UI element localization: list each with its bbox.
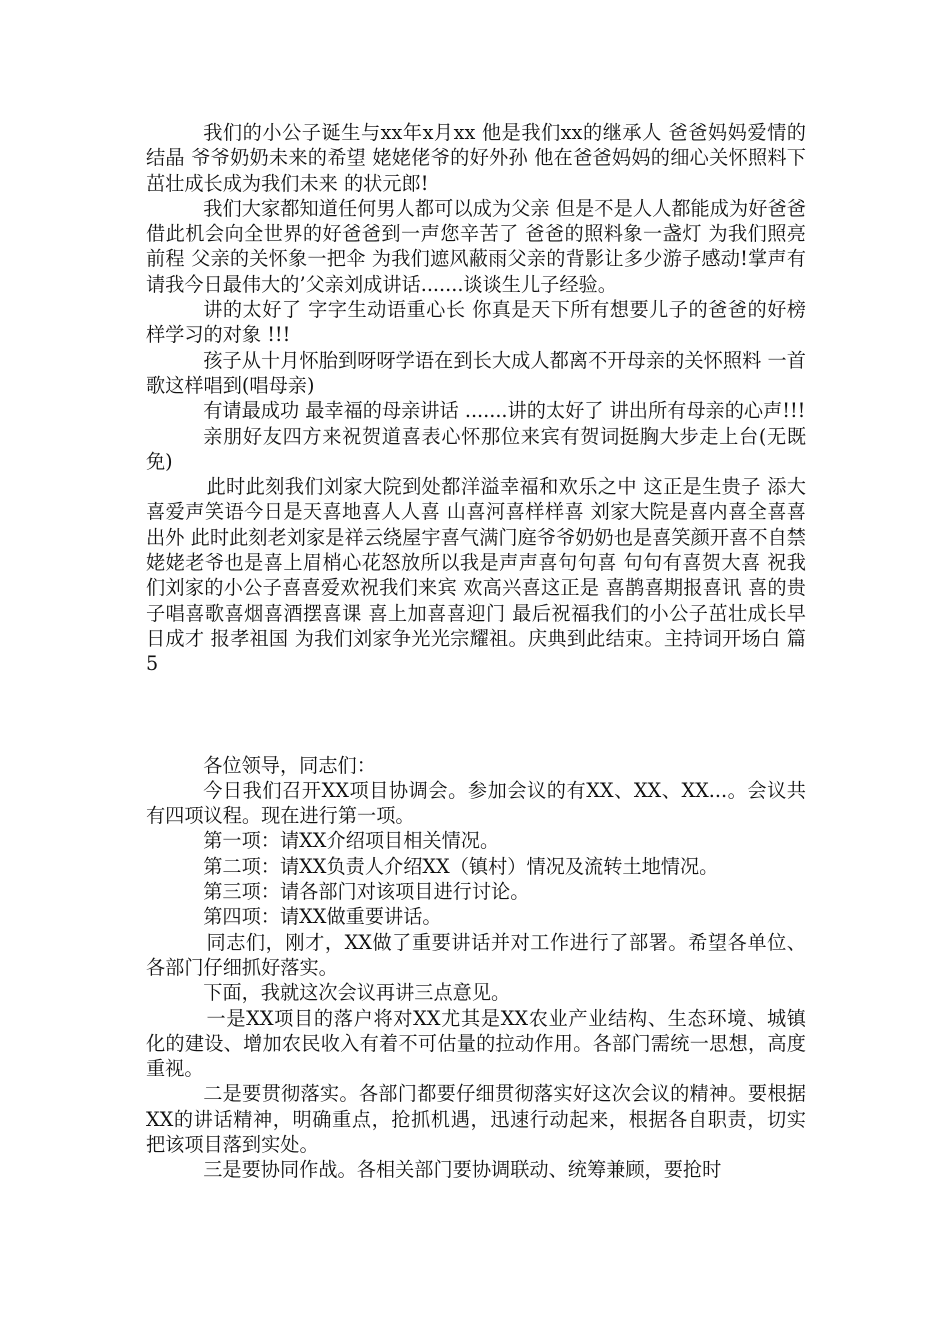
agenda-item: 第三项：请各部门对该项目进行讨论。 (203, 880, 530, 904)
meeting-speech-section (146, 753, 806, 1183)
paragraph: 今日我们召开XX项目协调会。参加会议的有XX、XX、XX...。会议共有四项议程。现在进行第一项。 (146, 778, 806, 828)
paragraph: 孩子从十月怀胎到呀呀学语在到长大成人都离不开母亲的关怀照料 一首歌这样唱到(唱母亲) (146, 348, 806, 397)
paragraph: 二是要贯彻落实。各部门都要仔细贯彻落实好这次会议的精神。要根据XX的讲话精神，明确重点，抢抓机遇，迅速行动起来，根据各自职责，切实把该项目落到实处。 (146, 1082, 806, 1156)
paragraph: 我们大家都知道任何男人都可以成为父亲 但是不是人人都能成为好爸爸 借此机会向全世界的好爸爸到一声您辛苦了 爸爸的照料象一盏灯 为我们照亮前程 父亲的关怀象一把伞 为我们遮风蔽雨父亲的背影让多少游子感动!掌声有请我今日最伟大的’父亲刘成讲话.......谈谈生儿子经验。 (146, 196, 806, 296)
paragraph: 有请最成功 最幸福的母亲讲话 .......讲的太好了 讲出所有母亲的心声!!! (203, 399, 806, 423)
salutation: 各位领导，同志们： (203, 753, 376, 777)
paragraph: 此时此刻我们刘家大院到处都洋溢幸福和欢乐之中 这正是生贵子 添大喜爱声笑语今日是天喜地喜人人喜 山喜河喜样样喜 刘家大院是喜内喜全喜喜出外 此时此刻老刘家是祥云绕屋宇喜气满门庭爷爷奶奶也是喜笑颜开喜不自禁 姥姥老爷也是喜上眉梢心花怒放所以我是声声喜句句喜 句句有喜贺大喜 祝我们刘家的小公子喜喜爱欢祝我们来宾 欢高兴喜这正是 喜鹊喜期报喜讯 喜的贵子唱喜歌喜烟喜酒摆喜课 喜上加喜喜迎门 最后祝福我们的小公子茁壮成长早日成才 报孝祖国 为我们刘家争光光宗耀祖。庆典到此结束。主持词开场白 篇5 (146, 475, 806, 676)
paragraph: 三是要协同作战。各相关部门要协调联动、统筹兼顾，要抢时 (203, 1158, 722, 1182)
paragraph: 一是XX项目的落户将对XX尤其是XX农业产业结构、生态环境、城镇化的建设、增加农民收入有着不可估量的拉动作用。各部门需统一思想，高度重视。 (146, 1006, 806, 1081)
paragraph: 我们的小公子诞生与xx年x月xx 他是我们xx的继承人 爸爸妈妈爱情的结晶 爷爷奶奶未来的希望 姥姥佬爷的好外孙 他在爸爸妈妈的细心关怀照料下茁壮成长成为我们未来 的状元郎! (146, 121, 806, 195)
section-gap (146, 677, 806, 753)
paragraph: 同志们，刚才，XX做了重要讲话并对工作进行了部署。希望各单位、各部门仔细抓好落实。 (146, 930, 806, 979)
agenda-item: 第二项：请XX负责人介绍XX（镇村）情况及流转土地情况。 (203, 854, 719, 878)
paragraph: 讲的太好了 字字生动语重心长 你真是天下所有想要儿子的爸爸的好榜样学习的对象 !!! (146, 298, 806, 347)
agenda-item: 第四项：请XX做重要讲话。 (203, 905, 442, 929)
document-page (146, 120, 806, 1183)
paragraph: 亲朋好友四方来祝贺道喜表心怀那位来宾有贺词挺胸大步走上台(无既免) (146, 424, 806, 473)
ceremony-speech-section (146, 120, 806, 677)
paragraph: 下面，我就这次会议再讲三点意见。 (203, 981, 511, 1005)
agenda-item: 第一项：请XX介绍项目相关情况。 (203, 829, 500, 853)
